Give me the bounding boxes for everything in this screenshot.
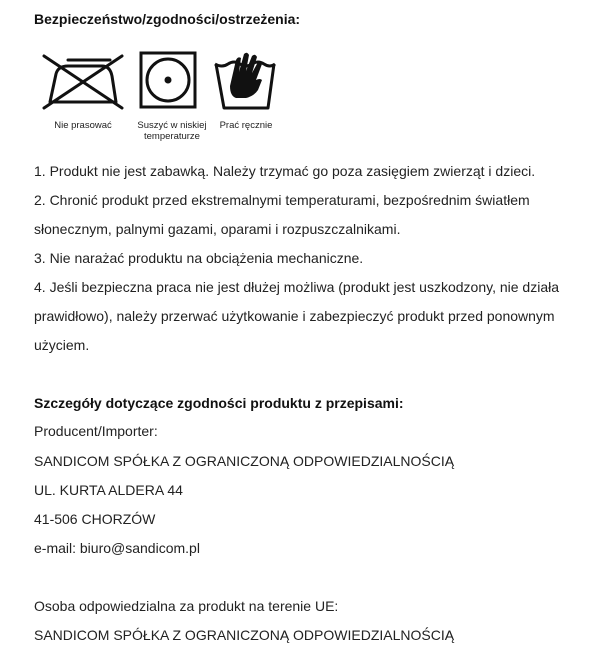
safety-line-2: 2. Chronić produkt przed ekstremalnymi temperaturami, bezpośrednim światłem [34, 192, 530, 208]
care-icons [38, 50, 298, 150]
producer-label: Producent/Importer: [34, 423, 158, 439]
no-iron-label: Nie prasować [54, 120, 112, 131]
safety-line-4: 3. Nie narażać produktu na obciążenia mechaniczne. [34, 250, 364, 266]
company-city: 41-506 CHORZÓW [34, 511, 156, 527]
safety-line-3: słonecznym, palnymi gazami, oparami i rozpuszczalnikami. [34, 221, 401, 237]
tumble-dry-low-label-line2: temperaturze [144, 131, 200, 142]
safety-line-7: użyciem. [34, 337, 90, 353]
no-iron-icon [40, 50, 126, 112]
safety-line-5: 4. Jeśli bezpieczna praca nie jest dłużej możliwa (produkt jest uszkodzony, nie działa [34, 279, 560, 295]
company-name: SANDICOM SPÓŁKA Z OGRANICZONĄ ODPOWIEDZIALNOŚCIĄ [34, 453, 455, 469]
eu-responsible-label: Osoba odpowiedzialna za produkt na terenie UE: [34, 598, 339, 614]
safety-line-1: 1. Produkt nie jest zabawką. Należy trzymać go poza zasięgiem zwierząt i dzieci. [34, 163, 536, 179]
tumble-dry-low-label-line1: Suszyć w niskiej [137, 120, 207, 131]
hand-wash-icon [212, 50, 278, 112]
tumble-dry-low-icon [138, 50, 198, 112]
compliance-heading: Szczegóły dotyczące zgodności produktu z przepisami: [34, 395, 404, 411]
hand-wash-label: Prać ręcznie [219, 120, 273, 131]
tumble-dry-low-label [136, 120, 208, 142]
eu-responsible-company: SANDICOM SPÓŁKA Z OGRANICZONĄ ODPOWIEDZIALNOŚCIĄ [34, 627, 455, 643]
company-street: UL. KURTA ALDERA 44 [34, 482, 183, 498]
company-email: e-mail: biuro@sandicom.pl [34, 540, 200, 556]
safety-line-6: prawidłowo), należy przerwać użytkowanie i zabezpieczyć produkt przed ponownym [34, 308, 555, 324]
safety-heading: Bezpieczeństwo/zgodności/ostrzeżenia: [34, 11, 301, 27]
